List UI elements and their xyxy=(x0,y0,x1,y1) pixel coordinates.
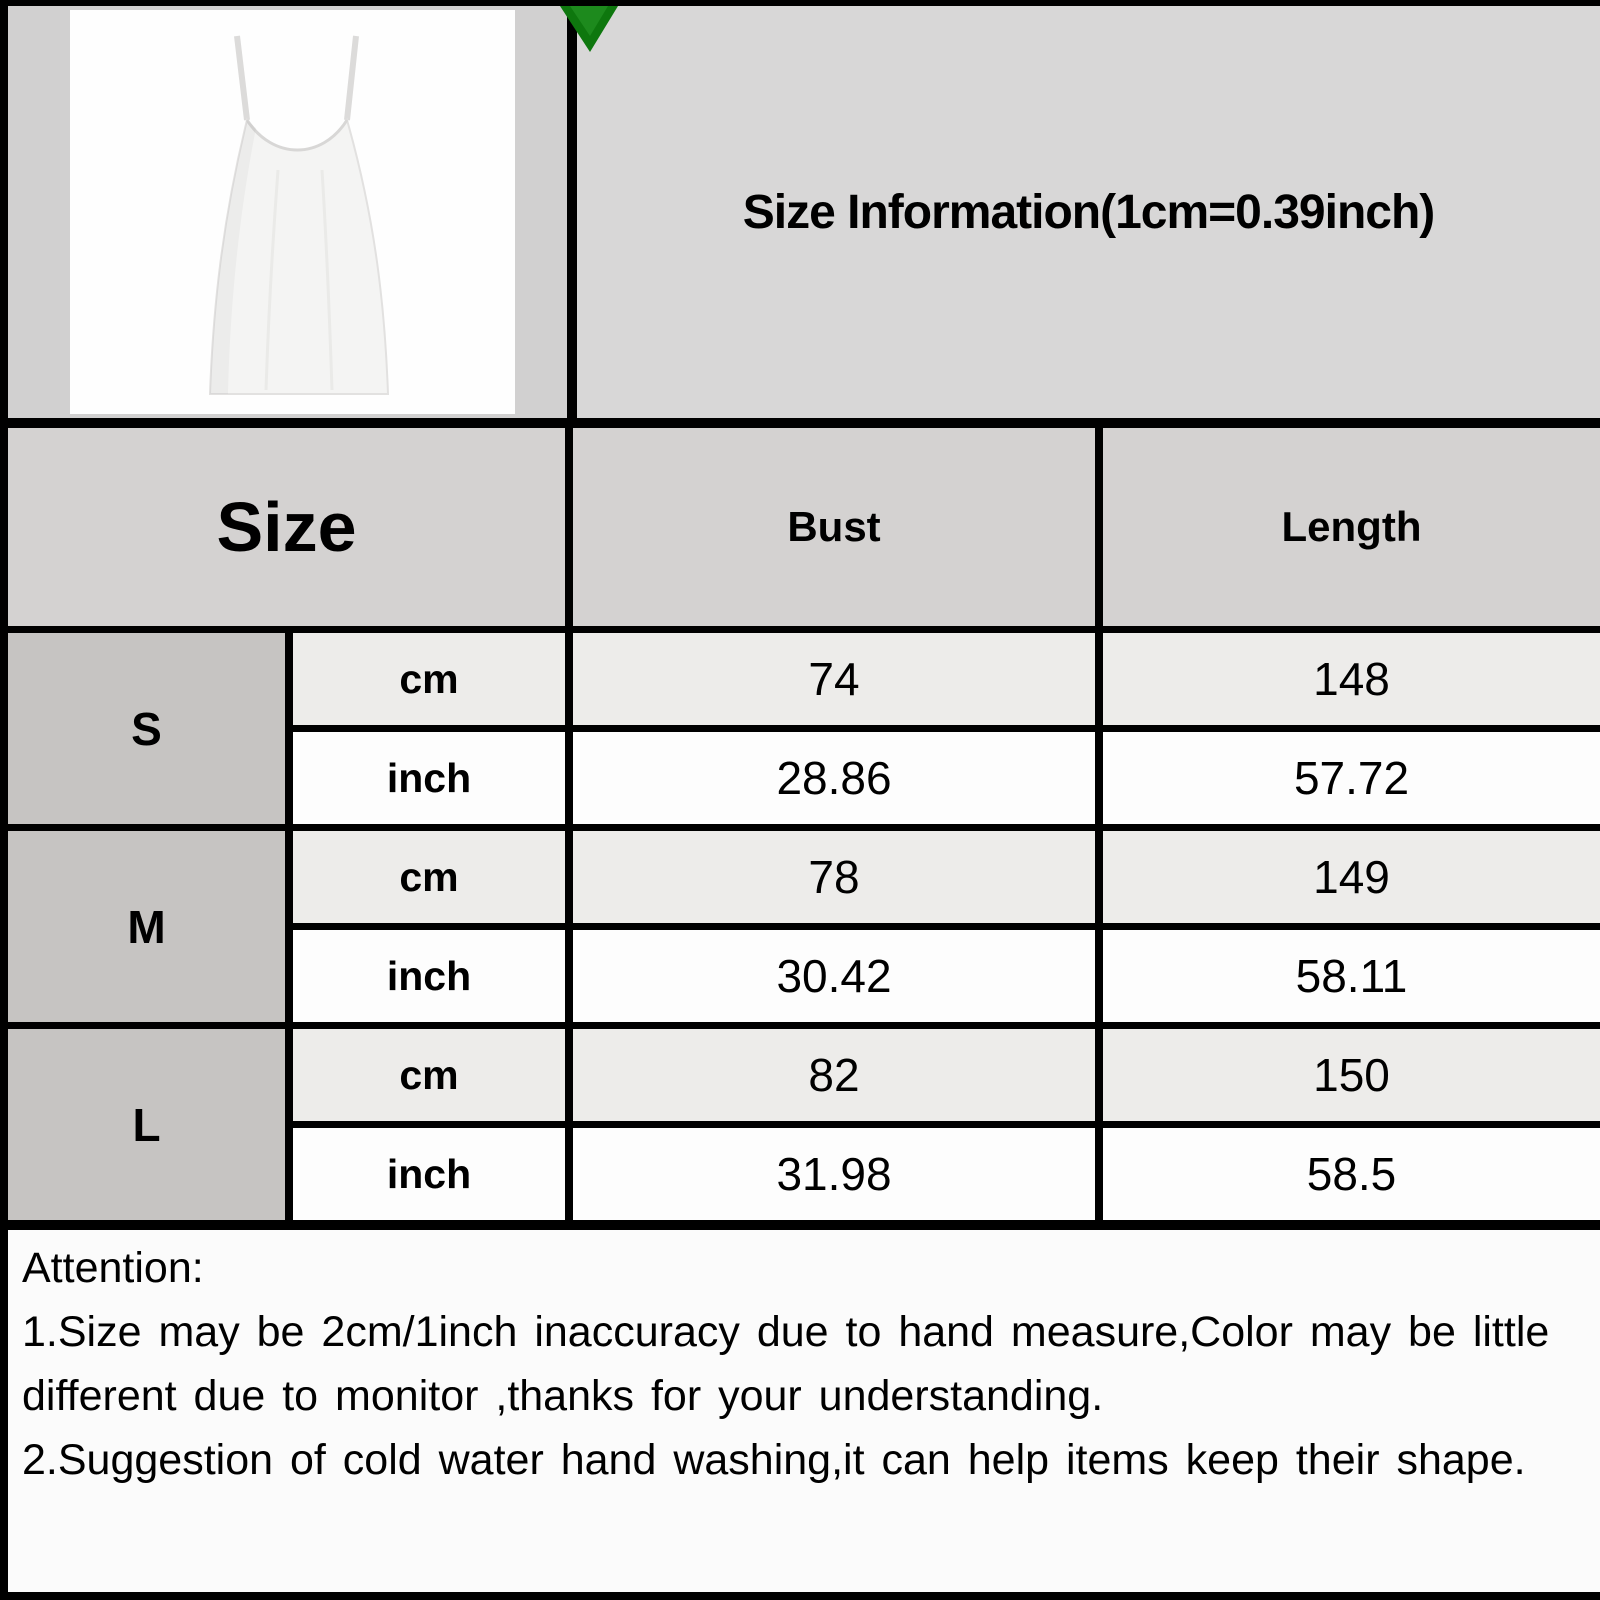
unit-label: inch xyxy=(293,732,565,824)
vertical-divider xyxy=(567,6,577,418)
title-panel xyxy=(577,6,1600,418)
size-label: M xyxy=(8,831,285,1022)
bust-value: 74 xyxy=(573,633,1095,725)
unit-label: cm xyxy=(293,1029,565,1121)
unit-label: inch xyxy=(293,930,565,1022)
bust-value: 31.98 xyxy=(573,1128,1095,1220)
unit-label: inch xyxy=(293,1128,565,1220)
bust-value: 78 xyxy=(573,831,1095,923)
product-panel xyxy=(8,6,567,418)
attention-note: 1.Size may be 2cm/1inch inaccuracy due to hand measure,Color may be little different due to monitor ,thanks for your understanding. xyxy=(22,1308,1550,1420)
column-header-bust: Bust xyxy=(573,428,1095,626)
horizontal-divider xyxy=(8,418,1600,428)
length-value: 150 xyxy=(1103,1029,1600,1121)
column-header-size: Size xyxy=(8,428,565,626)
length-value: 148 xyxy=(1103,633,1600,725)
length-value: 58.11 xyxy=(1103,930,1600,1022)
bust-value: 28.86 xyxy=(573,732,1095,824)
unit-label: cm xyxy=(293,633,565,725)
bust-value: 30.42 xyxy=(573,930,1095,1022)
attention-section xyxy=(8,1230,1600,1592)
length-value: 58.5 xyxy=(1103,1128,1600,1220)
size-label: L xyxy=(8,1029,285,1220)
bust-value: 82 xyxy=(573,1029,1095,1121)
attention-note: 2.Suggestion of cold water hand washing,it can help items keep their shape. xyxy=(22,1436,1526,1484)
dress-image xyxy=(70,10,515,414)
size-label: S xyxy=(8,633,285,824)
top-section xyxy=(8,6,1600,418)
size-table xyxy=(8,428,1600,1220)
column-header-length: Length xyxy=(1103,428,1600,626)
horizontal-divider xyxy=(8,1220,1600,1230)
length-value: 57.72 xyxy=(1103,732,1600,824)
page-title: Size Information(1cm=0.39inch) xyxy=(742,185,1435,239)
product-photo xyxy=(70,10,515,414)
unit-label: cm xyxy=(293,831,565,923)
length-value: 149 xyxy=(1103,831,1600,923)
attention-heading: Attention: xyxy=(22,1244,204,1292)
